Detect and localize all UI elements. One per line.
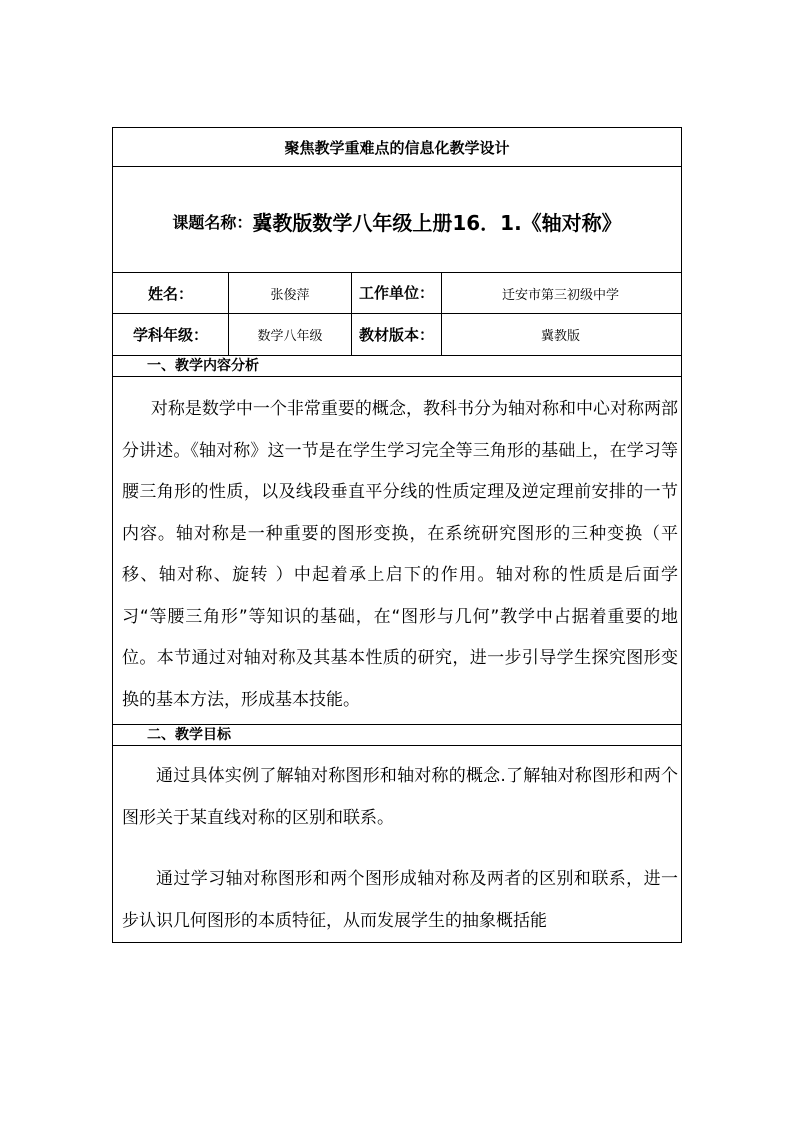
name-value: 张俊萍	[228, 273, 351, 313]
section-heading-teaching-goals	[113, 724, 681, 745]
course-label: 课题名称：	[172, 213, 253, 232]
section1-heading-text: 一、教学内容分析	[147, 358, 259, 374]
info-row-author	[113, 272, 681, 313]
document-title	[113, 127, 681, 166]
course-name: 冀教版数学八年级上册16．1.《轴对称》	[252, 211, 622, 235]
edition-value: 冀教版	[441, 314, 679, 355]
subject-label: 学科年级：	[132, 326, 208, 344]
unit-value: 迁安市第三初级中学	[441, 273, 679, 313]
info-row-subject	[113, 313, 681, 355]
section2-heading-text: 二、教学目标	[147, 727, 231, 743]
unit-label: 工作单位：	[351, 273, 441, 313]
name-label: 姓名：	[147, 284, 193, 303]
content-analysis-paragraph: 对称是数学中一个非常重要的概念，教科书分为轴对称和中心对称两部分讲述。《轴对称》这一节是在学生学习完全等三角形的基础上，在学习等腰三角形的性质，以及线段垂直平分线的性质定理及逆定理前安排的一节内容。轴对称是一种重要的图形变换，在系统研究图形的三种变换（平移、轴对称、旋转 ）中起着承上启下的作用。轴对称的性质是后面学习“等腰三角形”等知识的基础，在“图形与几何”教学中占据着重要的地位。本节通过对轴对称及其基本性质的研究，进一步引导学生探究图形变换的基本方法，形成基本技能。	[122, 399, 678, 710]
goal-paragraph-2: 通过学习轴对称图形和两个图形成轴对称及两者的区别和联系，进一步认识几何图形的本质特征，从而发展学生的抽象概括能	[122, 869, 678, 931]
lesson-plan-table	[112, 127, 682, 943]
teaching-goals-body	[113, 745, 681, 942]
section-heading-content-analysis	[113, 355, 681, 376]
edition-label: 教材版本：	[351, 314, 441, 355]
content-analysis-body	[113, 376, 681, 724]
document-title-text: 聚焦教学重难点的信息化教学设计	[284, 138, 510, 157]
goal-paragraph-1: 通过具体实例了解轴对称图形和轴对称的概念.了解轴对称图形和两个图形关于某直线对称的区别和联系。	[122, 766, 678, 828]
subject-value: 数学八年级	[228, 314, 351, 355]
course-title-row	[113, 166, 681, 272]
